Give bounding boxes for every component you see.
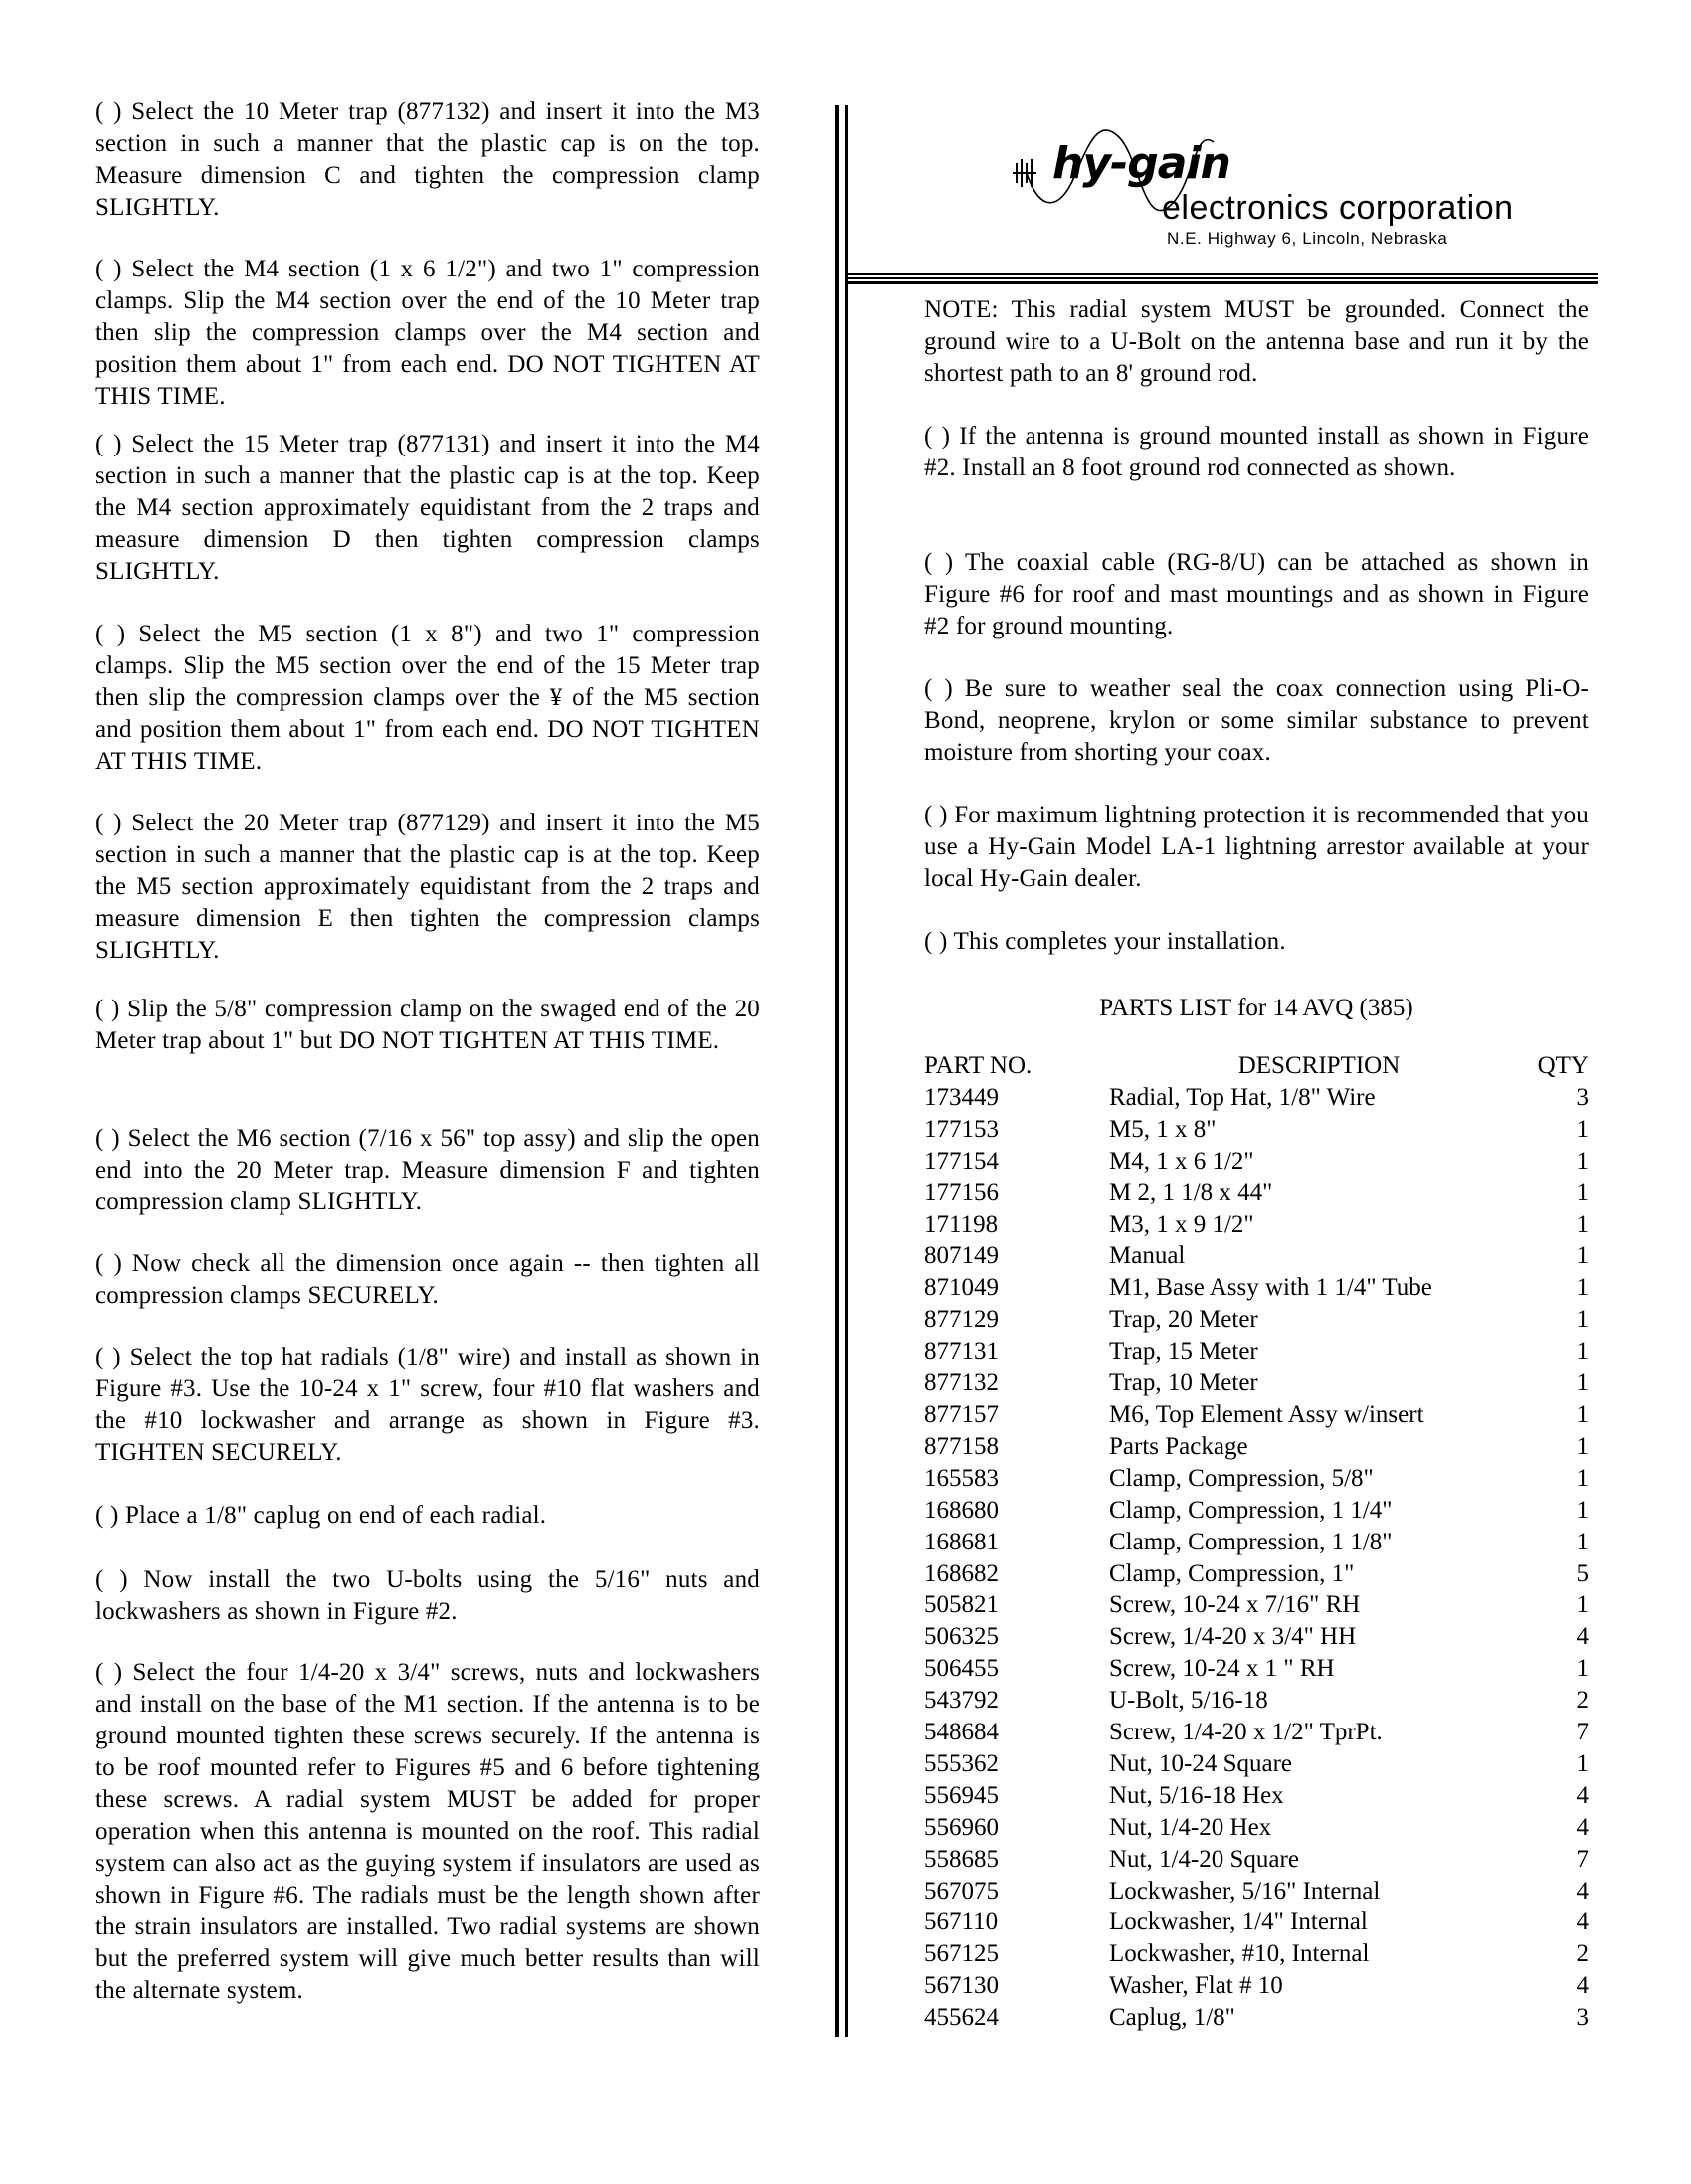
part-description: M4, 1 x 6 1/2" (1109, 1147, 1254, 1175)
parts-list-row (924, 1114, 1589, 1146)
letterhead (1005, 117, 1601, 257)
part-number: 877132 (924, 1369, 999, 1397)
part-number: 506325 (924, 1623, 999, 1651)
company-address: N.E. Highway 6, Lincoln, Nebraska (1167, 229, 1448, 248)
part-description: Screw, 10-24 x 7/16" RH (1109, 1591, 1361, 1619)
parts-list-row (924, 1178, 1589, 1209)
instruction-step: ( ) Place a 1/8" caplug on end of each radial. (95, 1502, 547, 1529)
letterhead-rule-1 (847, 273, 1598, 275)
part-quantity: 7 (1576, 1719, 1589, 1746)
parts-list-row (924, 1907, 1589, 1938)
instruction-step: ( ) Slip the 5/8" compression clamp on the swaged end of the 20 Meter trap about 1" but DO NOT TIGHTEN AT THIS TIME. (95, 996, 760, 1054)
part-number: 168682 (924, 1559, 999, 1587)
part-description: Screw, 1/4-20 x 1/2" TprPt. (1109, 1719, 1383, 1746)
part-quantity: 1 (1576, 1591, 1589, 1619)
parts-list-row (924, 1146, 1589, 1178)
part-number: 505821 (924, 1591, 999, 1619)
company-name: electronics corporation (1162, 189, 1514, 227)
part-description: Nut, 5/16-18 Hex (1109, 1781, 1284, 1809)
parts-list-header-row (924, 1050, 1589, 1082)
parts-list-row (924, 1938, 1589, 1970)
part-quantity: 1 (1576, 1179, 1589, 1206)
part-description: Clamp, Compression, 1 1/4" (1109, 1496, 1393, 1524)
parts-list-body (924, 1082, 1589, 2034)
parts-list-row (924, 1463, 1589, 1495)
instruction-step: ( ) Select the M5 section (1 x 8") and two 1" compression clamps. Slip the M5 section over the end of the 15 Meter trap then slip the compression clamps over the ¥ of the M5 section and position them about 1" from each end. DO NOT TIGHTEN AT THIS TIME. (95, 621, 760, 775)
parts-list-row (924, 1399, 1589, 1431)
parts-list-row (924, 1527, 1589, 1558)
part-description: Screw, 1/4-20 x 3/4" HH (1109, 1623, 1357, 1651)
part-number: 177154 (924, 1147, 999, 1175)
instruction-step: ( ) Select the M4 section (1 x 6 1/2") and two 1" compression clamps. Slip the M4 section over the end of the 10 Meter trap then slip the compression clamps over the M4 section and position them about 1" from each end. DO NOT TIGHTEN AT THIS TIME. (95, 256, 760, 410)
header-description: DESCRIPTION (1237, 1052, 1401, 1079)
parts-list-row (924, 1780, 1589, 1812)
part-number: 567110 (924, 1909, 999, 1936)
part-description: Trap, 20 Meter (1109, 1306, 1258, 1334)
part-description: Lockwasher, 5/16" Internal (1109, 1877, 1381, 1905)
part-quantity: 1 (1576, 1306, 1589, 1334)
parts-list-row (924, 1748, 1589, 1780)
part-description: M 2, 1 1/8 x 44" (1109, 1179, 1273, 1206)
part-quantity: 1 (1576, 1528, 1589, 1555)
parts-list-table (924, 1050, 1589, 2034)
part-quantity: 4 (1576, 1972, 1589, 2000)
part-quantity: 4 (1576, 1623, 1589, 1651)
part-description: Radial, Top Hat, 1/8" Wire (1109, 1083, 1376, 1111)
instruction-step: ( ) Select the four 1/4-20 x 3/4" screws, nuts and lockwashers and install on the base of the M1 section. If the antenna is to be ground mounted tighten these screws securely. If the antenna is to be roof mounted refer to Figures #5 and 6 before tightening these screws. A radial system MUST be added for proper operation when this antenna is mounted on the roof. This radial system can also act as the guying system if insulators are used as shown in Figure #6. The radials must be the length shown after the strain insulators are installed. Two radial systems are shown but the preferred system will give much better results than will the alternate system. (95, 1659, 760, 2004)
part-quantity: 1 (1576, 1147, 1589, 1175)
part-description: M5, 1 x 8" (1109, 1115, 1217, 1143)
instruction-step: ( ) Select the M6 section (7/16 x 56" top assy) and slip the open end into the 20 Meter trap. Measure dimension F and tighten compression clamp SLIGHTLY. (95, 1125, 760, 1215)
instruction-step: ( ) Select the top hat radials (1/8" wire) and install as shown in Figure #3. Use the 10-24 x 1" screw, four #10 flat washers and the #10 lockwasher and arrange as shown in Figure #3. TIGHTEN SECURELY. (95, 1344, 760, 1466)
part-quantity: 4 (1576, 1813, 1589, 1841)
header-qty: QTY (1537, 1052, 1589, 1079)
part-number: 506455 (924, 1655, 999, 1683)
part-description: Lockwasher, 1/4" Internal (1109, 1909, 1368, 1936)
part-quantity: 1 (1576, 1432, 1589, 1460)
part-number: 558685 (924, 1845, 999, 1873)
part-number: 877157 (924, 1400, 999, 1428)
part-number: 177153 (924, 1115, 999, 1143)
parts-list-row (924, 1209, 1589, 1241)
instruction-step: ( ) Select the 20 Meter trap (877129) and insert it into the M5 section in such a manner that the plastic cap is at the top. Keep the M5 section approximately equidistant from the 2 traps and measure dimension E then tighten the compression clamps SLIGHTLY. (95, 810, 760, 964)
part-description: Clamp, Compression, 5/8" (1109, 1464, 1374, 1492)
part-quantity: 1 (1576, 1496, 1589, 1524)
part-quantity: 1 (1576, 1464, 1589, 1492)
part-quantity: 7 (1576, 1845, 1589, 1873)
part-number: 548684 (924, 1719, 999, 1746)
parts-list-row (924, 1653, 1589, 1685)
parts-list-row (924, 1685, 1589, 1717)
part-quantity: 2 (1576, 1687, 1589, 1715)
grounding-note: NOTE: This radial system MUST be grounded. Connect the ground wire to a U-Bolt on the antenna base and run it by the shortest path to an 8' ground rod. (924, 296, 1589, 387)
part-description: Trap, 10 Meter (1109, 1369, 1258, 1397)
column-divider-right-rule (845, 105, 848, 2037)
part-description: M3, 1 x 9 1/2" (1109, 1210, 1254, 1238)
parts-list-title: PARTS LIST for 14 AVQ (385) (1099, 995, 1413, 1021)
part-description: U-Bolt, 5/16-18 (1109, 1687, 1268, 1715)
instruction-step: ( ) Be sure to weather seal the coax connection using Pli-O-Bond, neoprene, krylon or some similar substance to prevent moisture from shorting your coax. (924, 675, 1589, 766)
part-description: M1, Base Assy with 1 1/4" Tube (1109, 1274, 1432, 1302)
parts-list-row (924, 1621, 1589, 1653)
parts-list-row (924, 1844, 1589, 1876)
part-quantity: 4 (1576, 1877, 1589, 1905)
part-number: 877158 (924, 1432, 999, 1460)
part-quantity: 3 (1576, 2004, 1589, 2032)
part-description: Trap, 15 Meter (1109, 1338, 1258, 1365)
part-number: 455624 (924, 2004, 999, 2032)
part-quantity: 1 (1576, 1369, 1589, 1397)
header-part-no: PART NO. (924, 1052, 1033, 1079)
part-quantity: 1 (1576, 1338, 1589, 1365)
part-quantity: 1 (1576, 1655, 1589, 1683)
part-description: Clamp, Compression, 1" (1109, 1559, 1355, 1587)
instruction-step: ( ) Select the 10 Meter trap (877132) and insert it into the M3 section in such a manner that the plastic cap is on the top. Measure dimension C and tighten the compression clamp SLIGHTLY. (95, 98, 760, 221)
part-number: 168681 (924, 1528, 999, 1555)
part-description: Caplug, 1/8" (1109, 2004, 1235, 2032)
instruction-step: ( ) For maximum lightning protection it is recommended that you use a Hy-Gain Model LA-1 lightning arrestor available at your local Hy-Gain dealer. (924, 802, 1589, 892)
parts-list-row (924, 1495, 1589, 1527)
part-number: 807149 (924, 1242, 999, 1270)
parts-list-row (924, 1589, 1589, 1621)
letterhead-rule-3 (847, 281, 1598, 284)
part-number: 877129 (924, 1306, 999, 1334)
parts-list-row (924, 1304, 1589, 1336)
part-description: Lockwasher, #10, Internal (1109, 1940, 1370, 1968)
part-quantity: 5 (1576, 1559, 1589, 1587)
part-description: Screw, 10-24 x 1 " RH (1109, 1655, 1335, 1683)
part-quantity: 1 (1576, 1242, 1589, 1270)
letterhead-rule-2 (847, 277, 1598, 279)
instruction-step: ( ) Now install the two U-bolts using the 5/16" nuts and lockwashers as shown in Figure #2. (95, 1566, 760, 1625)
part-description: M6, Top Element Assy w/insert (1109, 1400, 1424, 1428)
part-description: Nut, 1/4-20 Square (1109, 1845, 1299, 1873)
parts-list-row (924, 1336, 1589, 1367)
part-description: Manual (1109, 1242, 1186, 1270)
part-number: 173449 (924, 1083, 999, 1111)
parts-list-row (924, 2002, 1589, 2034)
part-number: 555362 (924, 1749, 999, 1777)
part-quantity: 1 (1576, 1400, 1589, 1428)
parts-list-row (924, 1367, 1589, 1399)
instruction-step: ( ) Now check all the dimension once again -- then tighten all compression clamps SECURELY. (95, 1250, 760, 1309)
part-quantity: 1 (1576, 1749, 1589, 1777)
parts-list-row (924, 1717, 1589, 1748)
instruction-step: ( ) This completes your installation. (924, 928, 1286, 955)
part-number: 567075 (924, 1877, 999, 1905)
parts-list-row (924, 1558, 1589, 1590)
parts-list-row (924, 1876, 1589, 1908)
parts-list-row (924, 1970, 1589, 2002)
part-description: Parts Package (1109, 1432, 1248, 1460)
part-number: 171198 (924, 1210, 999, 1238)
parts-list-row (924, 1240, 1589, 1272)
brand-wordmark: hy-gain (1052, 138, 1230, 189)
part-number: 567130 (924, 1972, 999, 2000)
part-description: Nut, 10-24 Square (1109, 1749, 1292, 1777)
part-quantity: 1 (1576, 1210, 1589, 1238)
part-quantity: 4 (1576, 1909, 1589, 1936)
instruction-step: ( ) The coaxial cable (RG-8/U) can be attached as shown in Figure #6 for roof and mast mountings and as shown in Figure #2 for ground mounting. (924, 549, 1589, 639)
part-number: 543792 (924, 1687, 999, 1715)
part-number: 556945 (924, 1781, 999, 1809)
part-description: Nut, 1/4-20 Hex (1109, 1813, 1272, 1841)
part-quantity: 1 (1576, 1115, 1589, 1143)
part-quantity: 3 (1576, 1083, 1589, 1111)
part-number: 177156 (924, 1179, 999, 1206)
part-number: 871049 (924, 1274, 999, 1302)
column-divider-left-rule (835, 105, 839, 2037)
part-quantity: 4 (1576, 1781, 1589, 1809)
parts-list-row (924, 1272, 1589, 1304)
part-quantity: 2 (1576, 1940, 1589, 1968)
instruction-step: ( ) If the antenna is ground mounted install as shown in Figure #2. Install an 8 foot ground rod connected as shown. (924, 423, 1589, 481)
parts-list-row (924, 1812, 1589, 1844)
part-number: 567125 (924, 1940, 999, 1968)
part-description: Washer, Flat # 10 (1109, 1972, 1283, 2000)
instruction-step: ( ) Select the 15 Meter trap (877131) and insert it into the M4 section in such a manner that the plastic cap is at the top. Keep the M4 section approximately equidistant from the 2 traps and measure dimension D then tighten compression clamps SLIGHTLY. (95, 431, 760, 585)
part-quantity: 1 (1576, 1274, 1589, 1302)
part-description: Clamp, Compression, 1 1/8" (1109, 1528, 1393, 1555)
part-number: 168680 (924, 1496, 999, 1524)
part-number: 877131 (924, 1338, 999, 1365)
part-number: 556960 (924, 1813, 999, 1841)
parts-list-row (924, 1082, 1589, 1114)
parts-list-row (924, 1431, 1589, 1463)
part-number: 165583 (924, 1464, 999, 1492)
